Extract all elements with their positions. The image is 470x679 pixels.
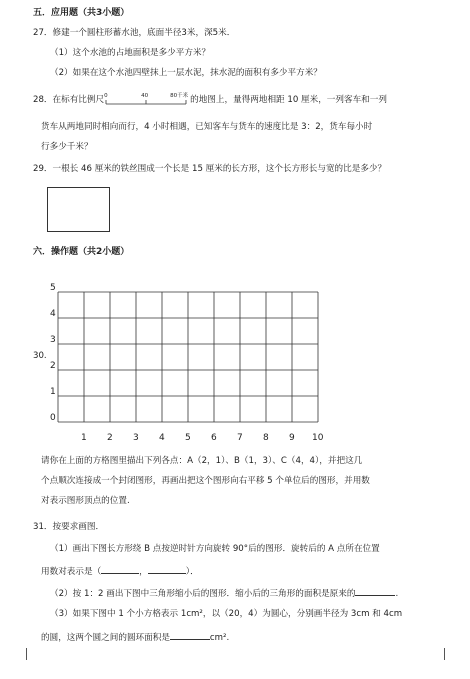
q27-part2: （2）如果在这个水池四壁抹上一层水泥，抹水泥的面积有多少平方米？ xyxy=(50,68,322,78)
q30-number: 30. xyxy=(33,351,47,361)
corner-mark-right xyxy=(444,648,457,660)
q31-p3-unit: cm². xyxy=(209,633,230,643)
y-axis-label: 1 xyxy=(50,387,56,397)
q31-p1-prefix: 用数对表示是（ xyxy=(41,567,102,577)
answer-blank-ring-area[interactable] xyxy=(170,630,210,640)
q30-line1: 请你在上面的方格图里描出下列各点：A（2，1）、B（1，3）、C（4，4），并把这几 xyxy=(41,456,363,466)
q27-part1: （1）这个水池的占地面积是多少平方米？ xyxy=(50,48,211,58)
x-axis-label: 6 xyxy=(211,433,217,443)
q28-suffix: 的地图上，量得两地相距 10 厘米，一列客车和一列 xyxy=(190,95,387,105)
x-axis-label: 7 xyxy=(237,433,243,443)
x-axis-label: 2 xyxy=(107,433,113,443)
q31-p3-prefix: 的圆，这两个圆之间的圆环面积是 xyxy=(41,633,170,643)
q31-part1-line2 xyxy=(41,564,199,578)
q30-line2: 个点顺次连接成一个封闭图形，再画出把这个图形向右平移 5 个单位后的图形，并用数 xyxy=(41,476,370,486)
y-axis-label: 4 xyxy=(50,309,56,319)
q31-part1-line1: （1）画出下图长方形绕 B 点按逆时针方向旋转 90°后的图形．旋转后的 A 点所在位置 xyxy=(50,544,380,554)
scale-tick-40: 40 xyxy=(141,93,149,99)
answer-blank-area-ratio[interactable] xyxy=(355,586,395,596)
y-axis-label: 3 xyxy=(50,335,56,345)
x-axis-label: 3 xyxy=(133,433,139,443)
q31-p1-suffix: ）． xyxy=(185,567,199,577)
q28-line2: 货车从两地同时相向而行，4 小时相遇，已知客车与货车的速度比是 3：2，货车每小时 xyxy=(41,122,373,132)
y-axis-label: 0 xyxy=(50,413,56,423)
x-axis-label: 9 xyxy=(289,433,295,443)
q28-prefix: 28．在标有比例尺 xyxy=(33,95,105,105)
q31-p2-end: . xyxy=(395,589,399,599)
y-axis-label: 2 xyxy=(50,361,56,371)
q29-stem: 29．一根长 46 厘米的铁丝围成一个长是 15 厘米的长方形，这个长方形长与宽的比是多少？ xyxy=(33,164,387,174)
scale-tick-80: 80千米 xyxy=(170,93,189,99)
x-axis-label: 8 xyxy=(263,433,269,443)
q31-stem: 31．按要求画图． xyxy=(33,522,105,532)
scale-tick-0: 0 xyxy=(104,93,108,99)
x-axis-label: 1 xyxy=(81,433,87,443)
section-5-title: 五．应用题（共3小题） xyxy=(33,8,130,18)
corner-mark-left xyxy=(14,648,27,660)
q30-line3: 对表示图形顶点的位置. xyxy=(41,496,130,506)
section-6-title: 六．操作题（共2小题） xyxy=(33,247,130,257)
x-axis-label: 10 xyxy=(312,433,324,443)
q31-p1-comma: ， xyxy=(139,567,148,577)
x-axis-label: 5 xyxy=(185,433,191,443)
q31-p2-text: （2）按 1：2 画出下图中三角形缩小后的图形．缩小后的三角形的面积是原来的 xyxy=(50,589,356,599)
q27-stem: 27．修建一个圆柱形蓄水池，底面半径3米，深5米． xyxy=(33,28,236,38)
q31-part3-line1: （3）如果下图中 1 个小方格表示 1cm²，以（20，4）为圆心，分别画半径为 3cm 和 4cm xyxy=(50,609,403,619)
q31-part3-line2 xyxy=(41,630,229,644)
q28-line3: 行多少千米？ xyxy=(41,142,93,152)
q31-part2 xyxy=(50,586,398,600)
y-axis-label: 5 xyxy=(50,283,56,293)
x-axis-label: 4 xyxy=(159,433,165,443)
answer-blank-y[interactable] xyxy=(148,564,186,574)
answer-blank-x[interactable] xyxy=(101,564,139,574)
